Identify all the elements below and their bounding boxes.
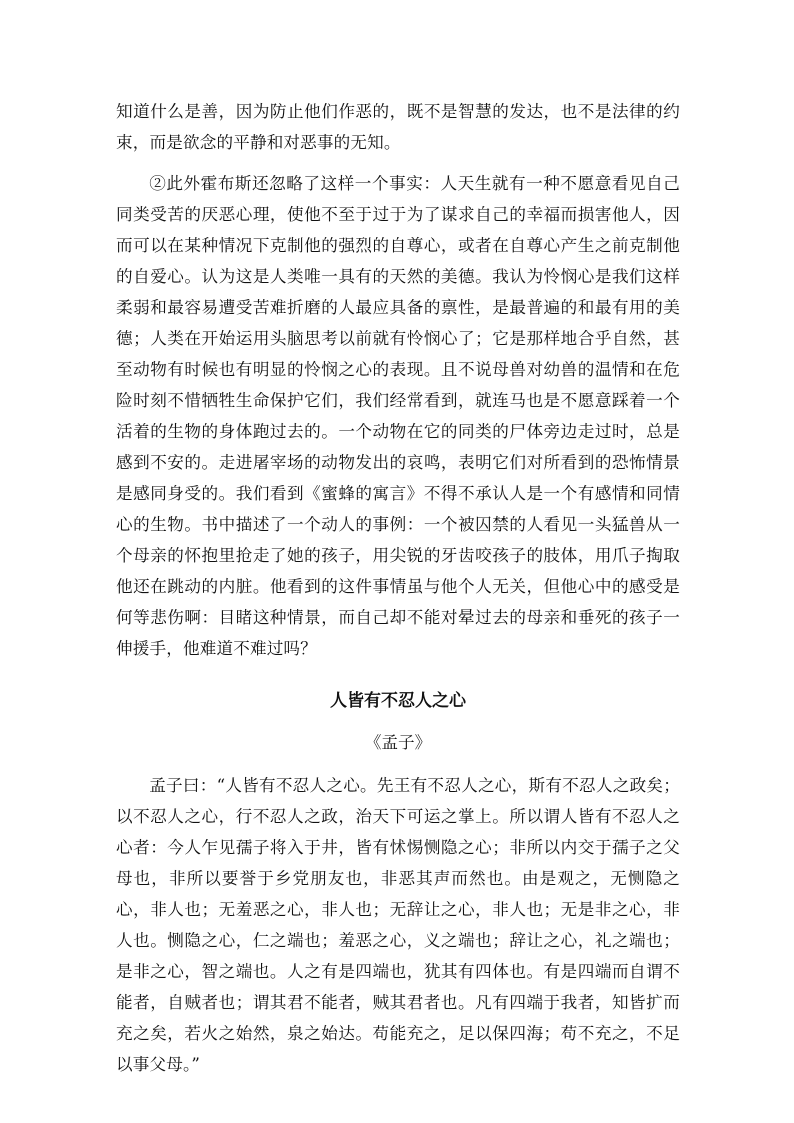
paragraph-2: ②此外霍布斯还忽略了这样一个事实：人天生就有一种不愿意看见自己同类受苦的厌恶心理，使他不至于过于为了谋求自己的幸福而损害他人，因而可以在某种情况下克制他的强烈的自尊心，或者在自尊心产生之前克制他的自爱心。认为这是人类唯一具有的天然的美德。我认为怜悯心是我们这样柔弱和最容易遭受苦难折磨的人最应具备的禀性，是最普遍的和最有用的美德；人类在开始运用头脑思考以前就有怜悯心了；它是那样地合乎自然，甚至动物有时候也有明显的怜悯之心的表现。且不说母兽对幼兽的温情和在危险时刻不惜牺牲生命保护它们，我们经常看到，就连马也是不愿意踩着一个活着的生物的身体跑过去的。一个动物在它的同类的尸体旁边走过时，总是感到不安的。走进屠宰场的动物发出的哀鸣，表明它们对所看到的恐怖情景是感同身受的。我们看到《蜜蜂的寓言》不得不承认人是一个有感情和同情心的生物。书中描述了一个动人的事例：一个被囚禁的人看见一头猛兽从一个母亲的怀抱里抢走了她的孩子，用尖锐的牙齿咬孩子的肢体，用爪子掏取他还在跳动的内脏。他看到的这件事情虽与他个人无关，但他心中的感受是何等悲伤啊：目睹这种情景，而自己却不能对晕过去的母亲和垂死的孩子一伸援手，他难道不难过吗？ [116,174,680,658]
mencius-paragraph: 孟子曰：“人皆有不忍人之心。先王有不忍人之心，斯有不忍人之政矣；以不忍人之心，行不忍人之政，治天下可运之掌上。所以谓人皆有不忍人之心者：今人乍见孺子将入于井，皆有怵惕恻隐之心；非所以内交于孺子之父母也，非所以要誉于乡党朋友也，非恶其声而然也。由是观之，无恻隐之心，非人也；无羞恶之心，非人也；无辞让之心，非人也；无是非之心，非人也。恻隐之心，仁之端也；羞恶之心，义之端也；辞让之心，礼之端也；是非之心，智之端也。人之有是四端也，犹其有四体也。有是四端而自谓不能者，自贼者也；谓其君不能者，贼其君者也。凡有四端于我者，知皆扩而充之矣，若火之始然，泉之始达。苟能充之，足以保四海；苟不充之，不足以事父母。” [116,776,680,1074]
second-text-section [116,686,680,1080]
section-author: 《孟子》 [364,733,432,752]
section-title: 人皆有不忍人之心 [330,691,466,711]
paragraph-continuation: 知道什么是善，因为防止他们作恶的，既不是智慧的发达，也不是法律的约束，而是欲念的平静和对恶事的无知。 [116,102,680,152]
